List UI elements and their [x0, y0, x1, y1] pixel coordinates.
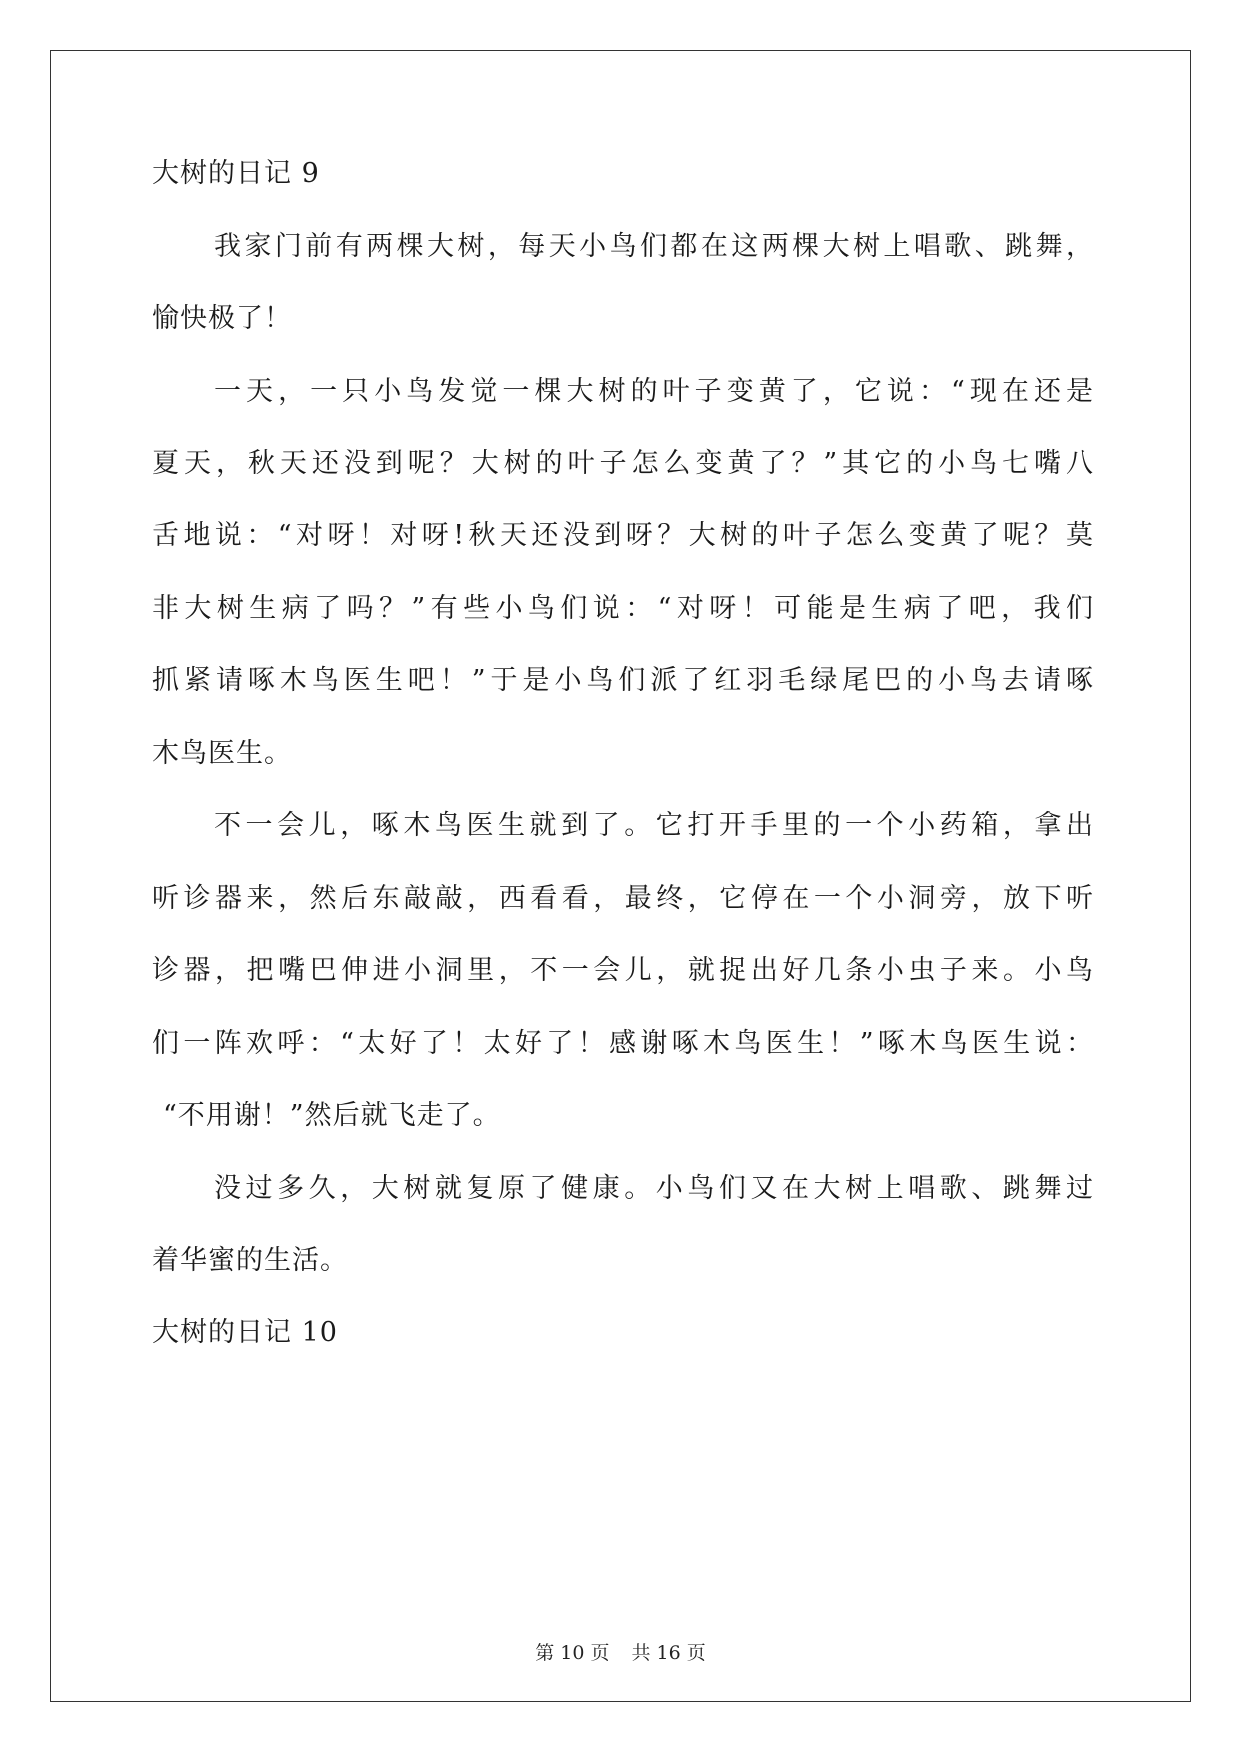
- paragraph-2-line-3: 舌地说：“对呀！对呀!秋天还没到呀？大树的叶子怎么变黄了呢？莫: [152, 520, 1094, 551]
- paragraph-2-line-6: 木鸟医生。: [152, 738, 292, 769]
- paragraph-2-line-2: 夏天，秋天还没到呢？大树的叶子怎么变黄了？”其它的小鸟七嘴八: [152, 448, 1094, 479]
- page-footer: [0, 1641, 1241, 1665]
- paragraph-4-line-2: 着华蜜的生活。: [152, 1245, 348, 1276]
- paragraph-1-line-2: 愉快极了！: [152, 303, 292, 334]
- paragraph-1-line-1: 我家门前有两棵大树，每天小鸟们都在这两棵大树上唱歌、跳舞，: [214, 231, 1094, 262]
- paragraph-3-line-4: 们一阵欢呼：“太好了！太好了！感谢啄木鸟医生！”啄木鸟医生说：: [152, 1028, 1094, 1059]
- paragraph-2-line-5: 抓紧请啄木鸟医生吧！”于是小鸟们派了红羽毛绿尾巴的小鸟去请啄: [152, 665, 1094, 696]
- paragraph-4-line-1: 没过多久，大树就复原了健康。小鸟们又在大树上唱歌、跳舞过: [214, 1173, 1094, 1204]
- paragraph-3-line-5: “不用谢！”然后就飞走了。: [163, 1100, 501, 1131]
- page-border: [50, 50, 1191, 1702]
- page-total: 共 16 页: [631, 1642, 706, 1664]
- diary-heading-10: 大树的日记 10: [152, 1317, 338, 1348]
- paragraph-3-line-1: 不一会儿，啄木鸟医生就到了。它打开手里的一个小药箱，拿出: [214, 810, 1094, 841]
- paragraph-2-line-4: 非大树生病了吗？”有些小鸟们说：“对呀！可能是生病了吧，我们: [152, 593, 1094, 624]
- paragraph-2-line-1: 一天，一只小鸟发觉一棵大树的叶子变黄了，它说：“现在还是: [214, 376, 1094, 407]
- paragraph-3-line-2: 听诊器来，然后东敲敲，西看看，最终，它停在一个小洞旁，放下听: [152, 883, 1094, 914]
- page-number: 第 10 页: [535, 1642, 610, 1664]
- diary-heading-9: 大树的日记 9: [152, 158, 320, 189]
- paragraph-3-line-3: 诊器，把嘴巴伸进小洞里，不一会儿，就捉出好几条小虫子来。小鸟: [152, 955, 1094, 986]
